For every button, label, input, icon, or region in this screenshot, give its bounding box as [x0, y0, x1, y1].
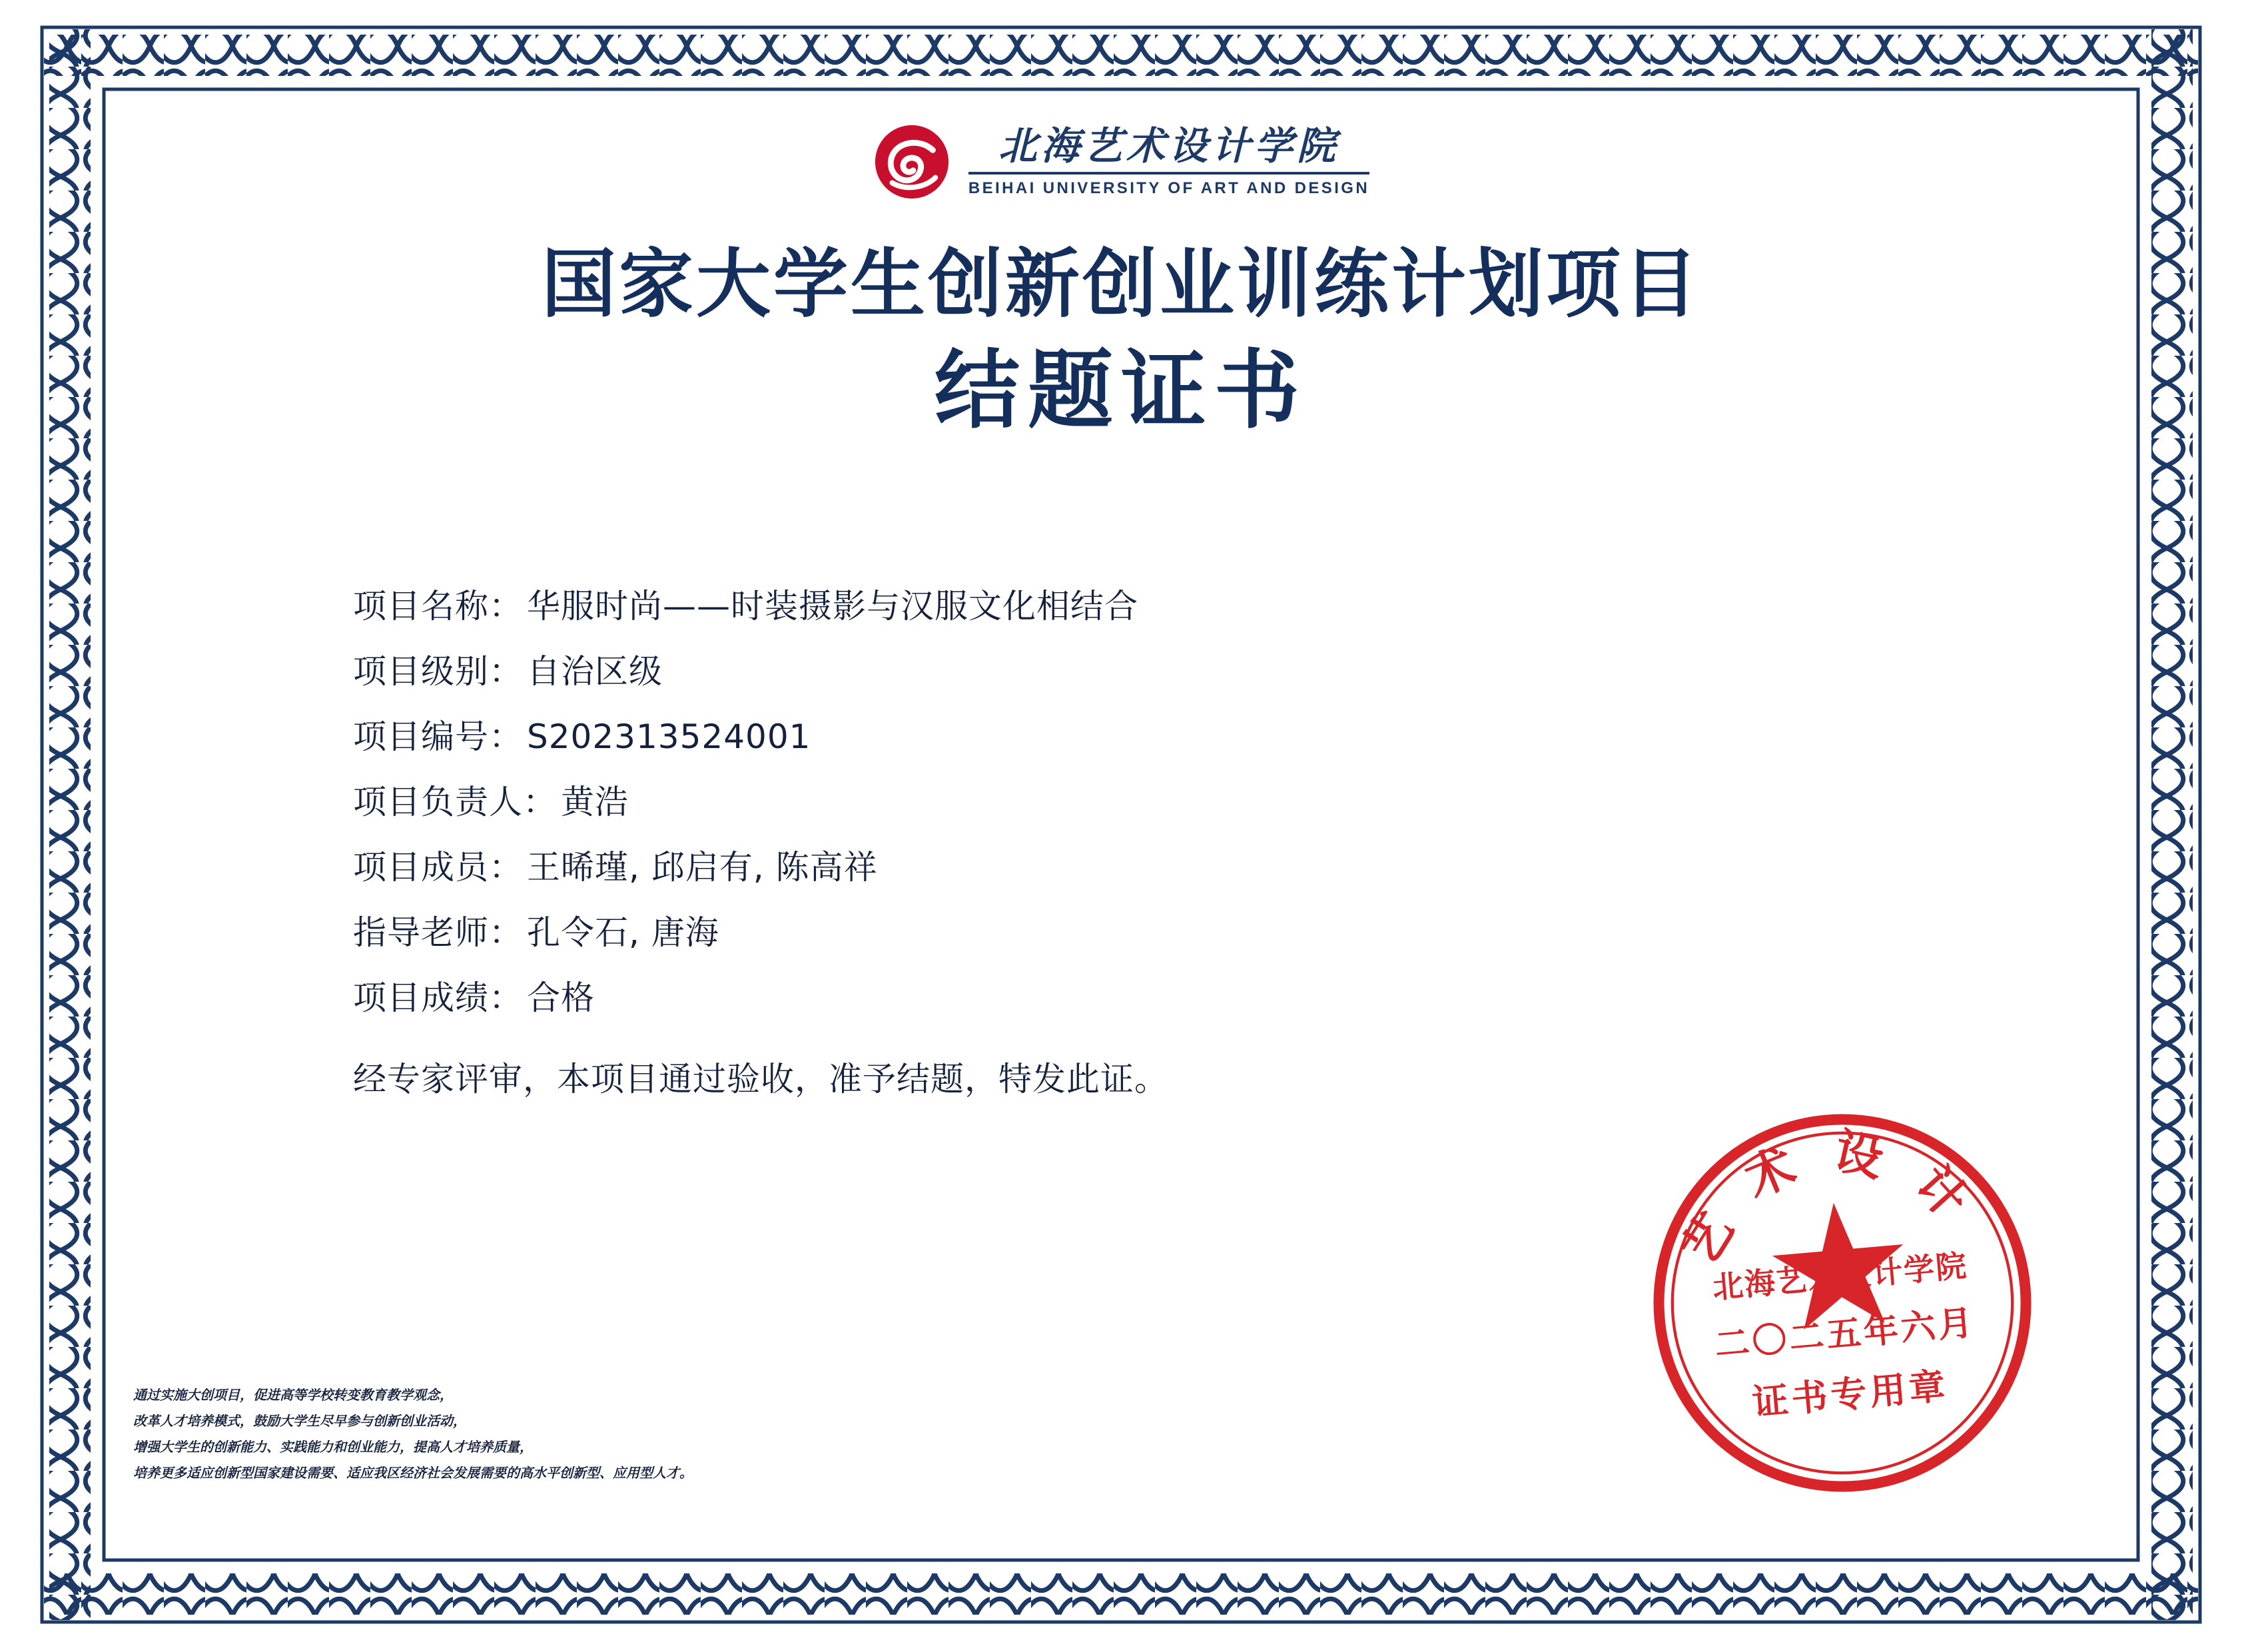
- field-label: 项目名称：: [353, 587, 523, 625]
- certificate-statement: 经专家评审，本项目通过验收，准予结题，特发此证。: [353, 1060, 1168, 1098]
- certificate-content: [93, 73, 2149, 1576]
- seal-type: 证书专用章: [1750, 1364, 1950, 1424]
- logo-inner: [873, 123, 1369, 201]
- field-value: 王晞瑾, 邱启有, 陈高祥: [527, 848, 878, 887]
- field-label: 项目成绩：: [353, 979, 523, 1017]
- field-value: 华服时尚——时装摄影与汉服文化相结合: [527, 587, 1138, 625]
- five-point-star-icon: [1768, 1197, 1910, 1332]
- field-value: 孔令石, 唐海: [527, 913, 719, 952]
- seal-date: 二〇二五年六月: [1713, 1302, 1977, 1366]
- field-value: 合格: [527, 979, 595, 1017]
- certificate-fields: [353, 580, 1818, 1100]
- field-value: S202313524001: [527, 717, 811, 756]
- field-row-project-leader: [353, 775, 1818, 826]
- certificate-title-main: 国家大学生创新创业训练计划项目: [542, 240, 1700, 328]
- field-row-project-level: [353, 645, 1818, 695]
- field-row-project-members: [353, 841, 1818, 891]
- field-value: 黄浩: [561, 783, 629, 821]
- spiral-wave-logo-icon: [873, 123, 951, 201]
- logo-mark-svg: [873, 123, 951, 201]
- footnote-line: 培养更多适应创新型国家建设需要、适应我区经济社会发展需要的高水平创新型、应用型人才。: [133, 1465, 693, 1481]
- seal-svg: [1633, 1094, 2052, 1512]
- field-label: 项目编号：: [353, 717, 523, 756]
- logo-divider: [968, 172, 1369, 175]
- field-row-project-name: [353, 580, 1818, 630]
- field-label: 指导老师：: [353, 913, 523, 952]
- field-row-project-number: [353, 710, 1818, 761]
- field-row-supervisors: [353, 906, 1818, 957]
- footnote-line: 增强大学生的创新能力、实践能力和创业能力，提高人才培养质量，: [133, 1439, 533, 1455]
- field-label: 项目负责人：: [353, 783, 557, 821]
- field-label: 项目级别：: [353, 652, 523, 691]
- official-seal: [1633, 1094, 2052, 1512]
- footnote-block: [133, 1382, 1066, 1486]
- field-row-project-grade: [353, 971, 1818, 1022]
- certificate-title-sub: 结题证书: [934, 340, 1308, 440]
- logo-text-block: [968, 123, 1370, 198]
- field-label: 项目成员：: [353, 848, 523, 887]
- footnote-line: 改革人才培养模式，鼓励大学生尽早参与创新创业活动，: [133, 1413, 466, 1429]
- logo-name-cn: 北海艺术设计学院: [998, 123, 1339, 169]
- seal-org-name: 北海艺术设计学院: [1710, 1247, 1970, 1306]
- institution-logo: [93, 123, 2149, 201]
- svg-text:艺术设计: 艺术设计: [1671, 1122, 2001, 1275]
- field-value: 自治区级: [527, 652, 663, 691]
- logo-name-en: BEIHAI UNIVERSITY OF ART AND DESIGN: [968, 179, 1370, 197]
- footnote-line: 通过实施大创项目，促进高等学校转变教育教学观念，: [133, 1387, 453, 1403]
